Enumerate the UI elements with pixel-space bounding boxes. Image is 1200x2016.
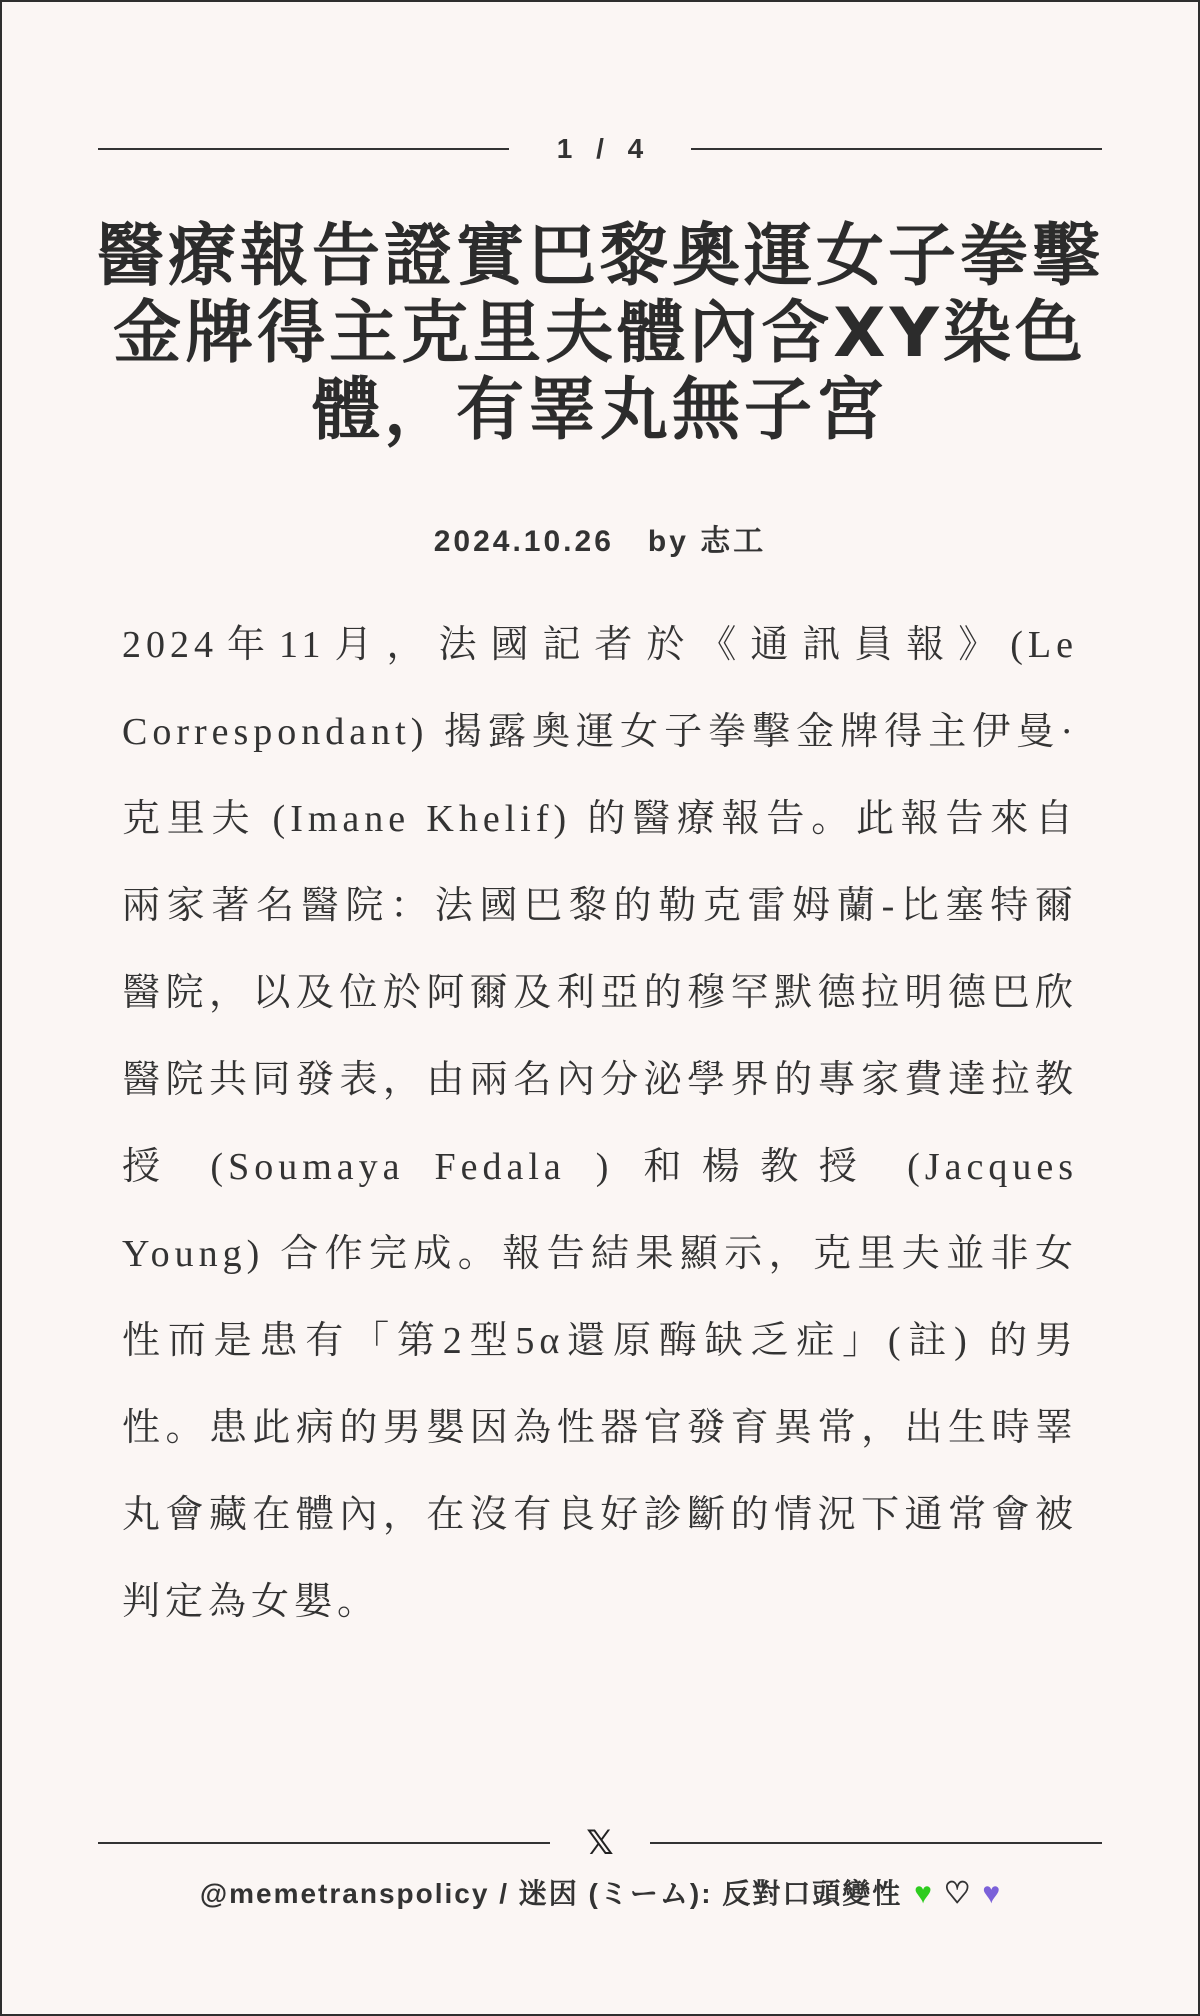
article-meta bbox=[0, 516, 1200, 560]
article-byline: by 志工 bbox=[647, 525, 767, 558]
purple-heart-icon: ♥ bbox=[982, 1877, 1001, 1910]
footer-rule-left bbox=[98, 1842, 550, 1844]
footer-credit bbox=[0, 1872, 1200, 1912]
footer-rule-right bbox=[650, 1842, 1102, 1844]
x-logo-icon[interactable]: 𝕏 bbox=[586, 1823, 614, 1863]
page-indicator: 1 / 4 bbox=[556, 133, 652, 164]
article-title: 醫療報告證實巴黎奧運女子拳擊金牌得主克里夫體內含XY染色體，有睪丸無子宮 bbox=[95, 217, 1104, 450]
article-body: 2024年11月，法國記者於《通訊員報》(Le Correspondant) 揭露奧運女子拳擊金牌得主伊曼·克里夫 (Imane Khelif) 的醫療報告。此報告來自兩家著名醫院：法國巴黎的勒克雷姆蘭-比塞特爾醫院，以及位於阿爾及利亞的穆罕默德拉明德巴欣醫院共同發表，由兩名內分泌學界的專家費達拉教授 (Soumaya Fedala ) 和楊教授 (Jacques Young) 合作完成。報告結果顯示，克里夫並非女性而是患有「第2型5α還原酶缺乏症」(註) 的男性。患此病的男嬰因為性器官發育異常，出生時睪丸會藏在體內，在沒有良好診斷的情況下通常會被判定為女嬰。 bbox=[122, 624, 1078, 1623]
footer-rule-row bbox=[98, 1823, 1102, 1863]
white-heart-icon: ♡ bbox=[943, 1877, 971, 1910]
green-heart-icon: ♥ bbox=[914, 1877, 932, 1910]
header-rule-row bbox=[98, 133, 1102, 165]
article-date: 2024.10.26 bbox=[433, 525, 614, 558]
header-rule-left bbox=[98, 148, 509, 150]
footer-handle: @memetranspolicy / 迷因 (ミーム): 反對口頭變性 bbox=[199, 1878, 903, 1909]
header-rule-right bbox=[691, 148, 1102, 150]
